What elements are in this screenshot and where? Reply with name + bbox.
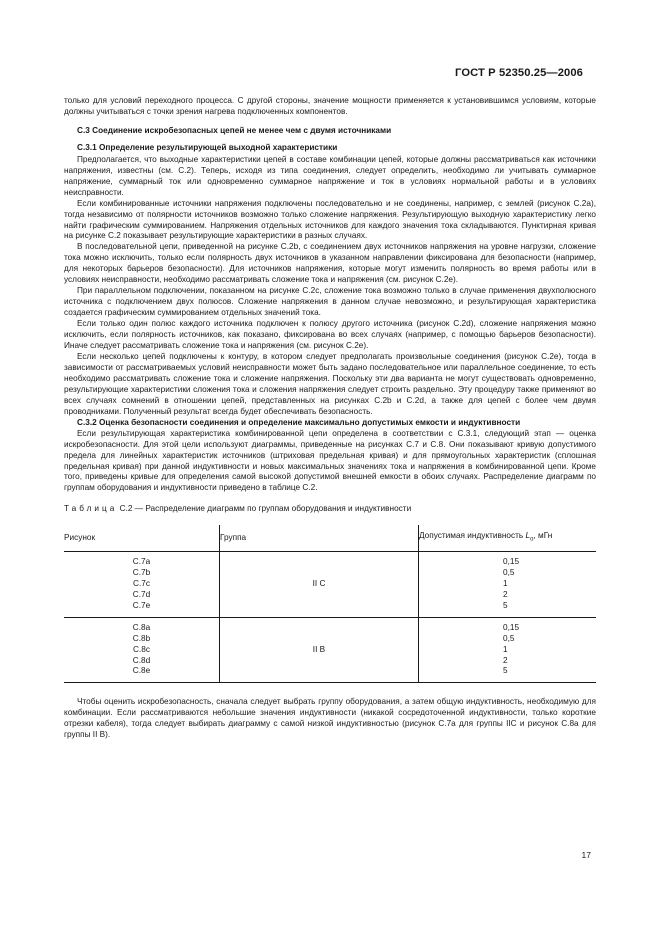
paragraph: В последовательной цепи, приведенной на рисунке С.2b, с соединением двух источников напряжения на уровне нагрузки, сложение тока можно исключить, только если полярность двух источников в указанном направлении фиксирована для безопасности (например, для некоторых барьеров безопасности). Для источников напряжения, которые могут изменить полярность во время работы или в условиях неисправности, необходимо рассматривать сложение тока и напряжения (см. рисунок С.2е). bbox=[64, 242, 596, 285]
column-header-group: Группа bbox=[220, 525, 419, 552]
section-heading-c32: С.3.2 Оценка безопасности соединения и определение максимально допустимых емкости и индуктивности bbox=[77, 417, 521, 427]
inductance-cell bbox=[419, 552, 597, 618]
inductance-value: 5 bbox=[503, 666, 508, 676]
inductance-symbol: L bbox=[525, 531, 531, 541]
document-header-id: ГОСТ Р 52350.25—2006 bbox=[455, 67, 583, 79]
figure-ref: С.8с bbox=[133, 644, 150, 654]
inductance-subscript: o bbox=[530, 536, 534, 543]
inductance-value: 0,15 bbox=[503, 557, 520, 567]
inductance-value: 1 bbox=[503, 644, 508, 654]
paragraph: Если результирующая характеристика комбинированной цепи определена в соответствии с С.3.1, следующий этап — оценка искробезопасности. Для этой цели используют диаграммы, приведенные на рисунках С.7 и С.8. Они показывают кривую допустимого предела для линейных характеристик источников (штриховая предельная кривая) и для прямоугольных характеристик (сплошная предельная кривая) при данной индуктивности и новых максимальных значениях тока и напряжения в комбинированной цепи. Кроме того, приведены кривые для определения самой высокой допустимой внешней емкости в обоих случаях. Распределение диаграмм по группам оборудования и индуктивности приведено в таблице С.2. bbox=[64, 428, 596, 493]
figure-cell bbox=[64, 552, 220, 618]
page-number: 17 bbox=[581, 850, 591, 860]
paragraph: При параллельном подключении, показанном на рисунке С.2с, сложение тока возможно только в случае применения двухполюсного источника с подключением двух полюсов. Сложение напряжения в данном случае невозможно, и результирующая характеристика создается графическим суммированием отдельных значений тока. bbox=[64, 286, 596, 318]
table-caption-word: Таблица bbox=[64, 504, 118, 514]
group-cell: II C bbox=[220, 552, 419, 618]
inductance-value: 1 bbox=[503, 579, 508, 589]
column-header-inductance bbox=[419, 525, 597, 552]
section-heading-c3: С.3 Соединение искробезопасных цепей не менее чем с двумя источниками bbox=[77, 125, 392, 135]
figure-ref: С.7с bbox=[133, 579, 150, 589]
figure-ref: С.7b bbox=[132, 568, 151, 578]
inductance-value: 0,5 bbox=[503, 568, 515, 578]
inductance-value: 2 bbox=[503, 590, 508, 600]
section-heading-c31: С.3.1 Определение результирующей выходной характеристики bbox=[77, 142, 338, 152]
table-caption-text: С.2 — Распределение диаграмм по группам оборудования и индуктивности bbox=[117, 504, 412, 514]
diagram-distribution-table bbox=[64, 525, 596, 683]
table-row bbox=[64, 617, 596, 683]
paragraph: только для условий переходного процесса. С другой стороны, значение мощности применяется к установившимся условиям, которые должны учитываться с точки зрения нагрева подключенных компонентов. bbox=[64, 96, 596, 116]
figure-cell bbox=[64, 617, 220, 683]
column-header-figure: Рисунок bbox=[64, 525, 220, 552]
inductance-value: 0,15 bbox=[503, 622, 520, 632]
figure-ref: С.8d bbox=[132, 655, 151, 665]
figure-ref: С.8b bbox=[132, 633, 151, 643]
table-row bbox=[64, 552, 596, 618]
paragraph: Предполагается, что выходные характеристики цепей в составе комбинации цепей, которые должны рассматриваться как источники напряжения, известны (см. С.2). Теперь, исходя из типа соединения, следует определить, необходимо ли учитывать суммарное напряжение, суммарный ток или одновременно суммарное напряжение и ток в условиях нормальной работы и в условиях неисправности. bbox=[64, 154, 596, 197]
figure-ref: С.7е bbox=[132, 600, 151, 610]
paragraph: Если комбинированные источники напряжения подключены последовательно и не соединены, например, с землей (рисунок С.2а), тогда независимо от полярности источников возможно только сложение напряжения. Результирующую выходную характеристику легко найти графическим суммированием. Напряжения отдельных источников для каждого значения тока складываются. Пунктирная кривая на рисунке С.2 показывает результирующие характеристики в разных случаях. bbox=[64, 198, 596, 241]
inductance-header-text: Допустимая индуктивность bbox=[419, 531, 526, 541]
figure-ref: С.7d bbox=[132, 590, 151, 600]
inductance-unit: , мГн bbox=[533, 531, 553, 541]
inductance-value: 0,5 bbox=[503, 633, 515, 643]
inductance-value: 2 bbox=[503, 655, 508, 665]
table-header-row bbox=[64, 525, 596, 552]
table-caption bbox=[64, 504, 596, 515]
figure-ref: С.8е bbox=[132, 666, 151, 676]
paragraph: Если несколько цепей подключены к контуру, в котором следует предполагать произвольные соединения (рисунок С.2е), тогда в зависимости от рассматриваемых условий неисправности может быть задано последовательное или параллельное соединение, то есть необходимо рассматривать сложение тока и сложение напряжения. Поскольку эти два варианта не могут существовать одновременно, результирующие характеристики сложения тока и сложения напряжения следует строить раздельно. Эту процедуру также применяют во всех случаях сомнений в отношении цепей, представленных на рисунках С.2b и С.2d, а также для цепей с более чем двумя проводниками. Полученный результат всегда будет обеспечивать безопасность. bbox=[64, 351, 596, 416]
group-cell: II B bbox=[220, 617, 419, 683]
inductance-cell bbox=[419, 617, 597, 683]
paragraph: Если только один полюс каждого источника подключен к полюсу другого источника (рисунок С.2d), сложение напряжения можно исключить, если полярность источников, как показано, фиксирована во всех случаях (например, с помощью барьеров безопасности). Иначе следует рассматривать сложение тока и напряжения (см. рисунок С.2е). bbox=[64, 319, 596, 351]
paragraph: Чтобы оценить искробезопасность, сначала следует выбрать группу оборудования, а затем общую индуктивность, необходимую для комбинации. Если рассматриваются небольшие значения индуктивности (никакой сосредоточенной индуктивности, только короткие отрезки кабеля), тогда следует выбирать диаграмму с самой низкой индуктивностью (рисунок С.7а для группы IIC и рисунок С.8а для группы II B). bbox=[64, 697, 596, 740]
figure-ref: С.8а bbox=[132, 622, 151, 632]
document-body bbox=[64, 96, 596, 741]
inductance-value: 5 bbox=[503, 600, 508, 610]
figure-ref: С.7а bbox=[132, 557, 151, 567]
